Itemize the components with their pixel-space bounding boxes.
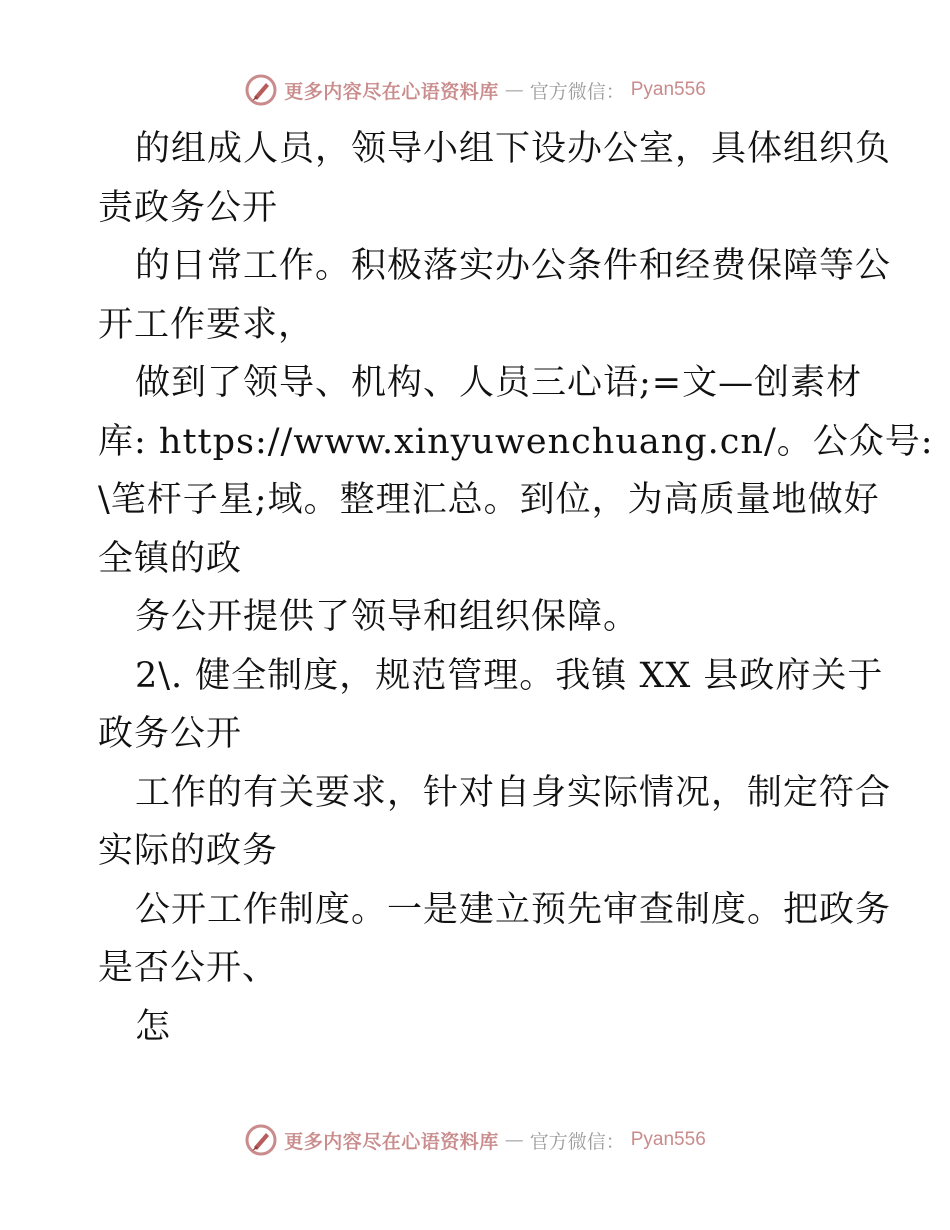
text-line: 库: https://www.xinyuwenchuang.cn/。公众号: [98, 421, 934, 462]
wechat-label: 官方微信： [529, 80, 625, 103]
text-line: 的日常工作。积极落实办公条件和经费保障等公 [135, 246, 892, 286]
text-line: \笔杆子星;域。整理汇总。到位，为高质量地做好 [98, 480, 880, 520]
pen-nib-logo-icon [244, 1123, 278, 1157]
separator-dash: — [504, 79, 524, 101]
header-watermark [0, 70, 950, 110]
text-line: 政务公开 [98, 714, 243, 754]
text-line: 的组成人员，领导小组下设办公室，具体组织负 [135, 129, 892, 169]
text-line: 实际的政务 [98, 831, 279, 871]
text-line: 工作的有关要求，针对自身实际情况，制定符合 [135, 772, 892, 813]
wechat-label: 官方微信： [529, 1130, 625, 1153]
text-line: 开工作要求， [98, 304, 315, 345]
wechat-handle: Pyan556 [630, 79, 706, 100]
document-body [98, 120, 934, 1056]
site-name: 更多内容尽在心语资料库 [284, 1130, 499, 1153]
separator-dash: — [504, 1129, 524, 1151]
text-line: 务公开提供了领导和组织保障。 [135, 597, 640, 637]
site-name: 更多内容尽在心语资料库 [284, 80, 499, 103]
pen-nib-logo-icon [244, 73, 278, 107]
footer-watermark [0, 1120, 950, 1160]
wechat-handle: Pyan556 [630, 1129, 706, 1150]
text-line: 怎 [135, 1006, 172, 1047]
text-line: 2\. 健全制度，规范管理。我镇 XX 县政府关于 [135, 655, 884, 696]
text-line: 全镇的政 [98, 538, 243, 579]
text-line: 公开工作制度。一是建立预先审查制度。把政务 [135, 889, 892, 930]
text-line: 责政务公开 [98, 187, 279, 228]
text-line: 是否公开、 [98, 948, 279, 988]
text-line: 做到了领导、机构、人员三心语;=文—创素材 [135, 363, 863, 403]
